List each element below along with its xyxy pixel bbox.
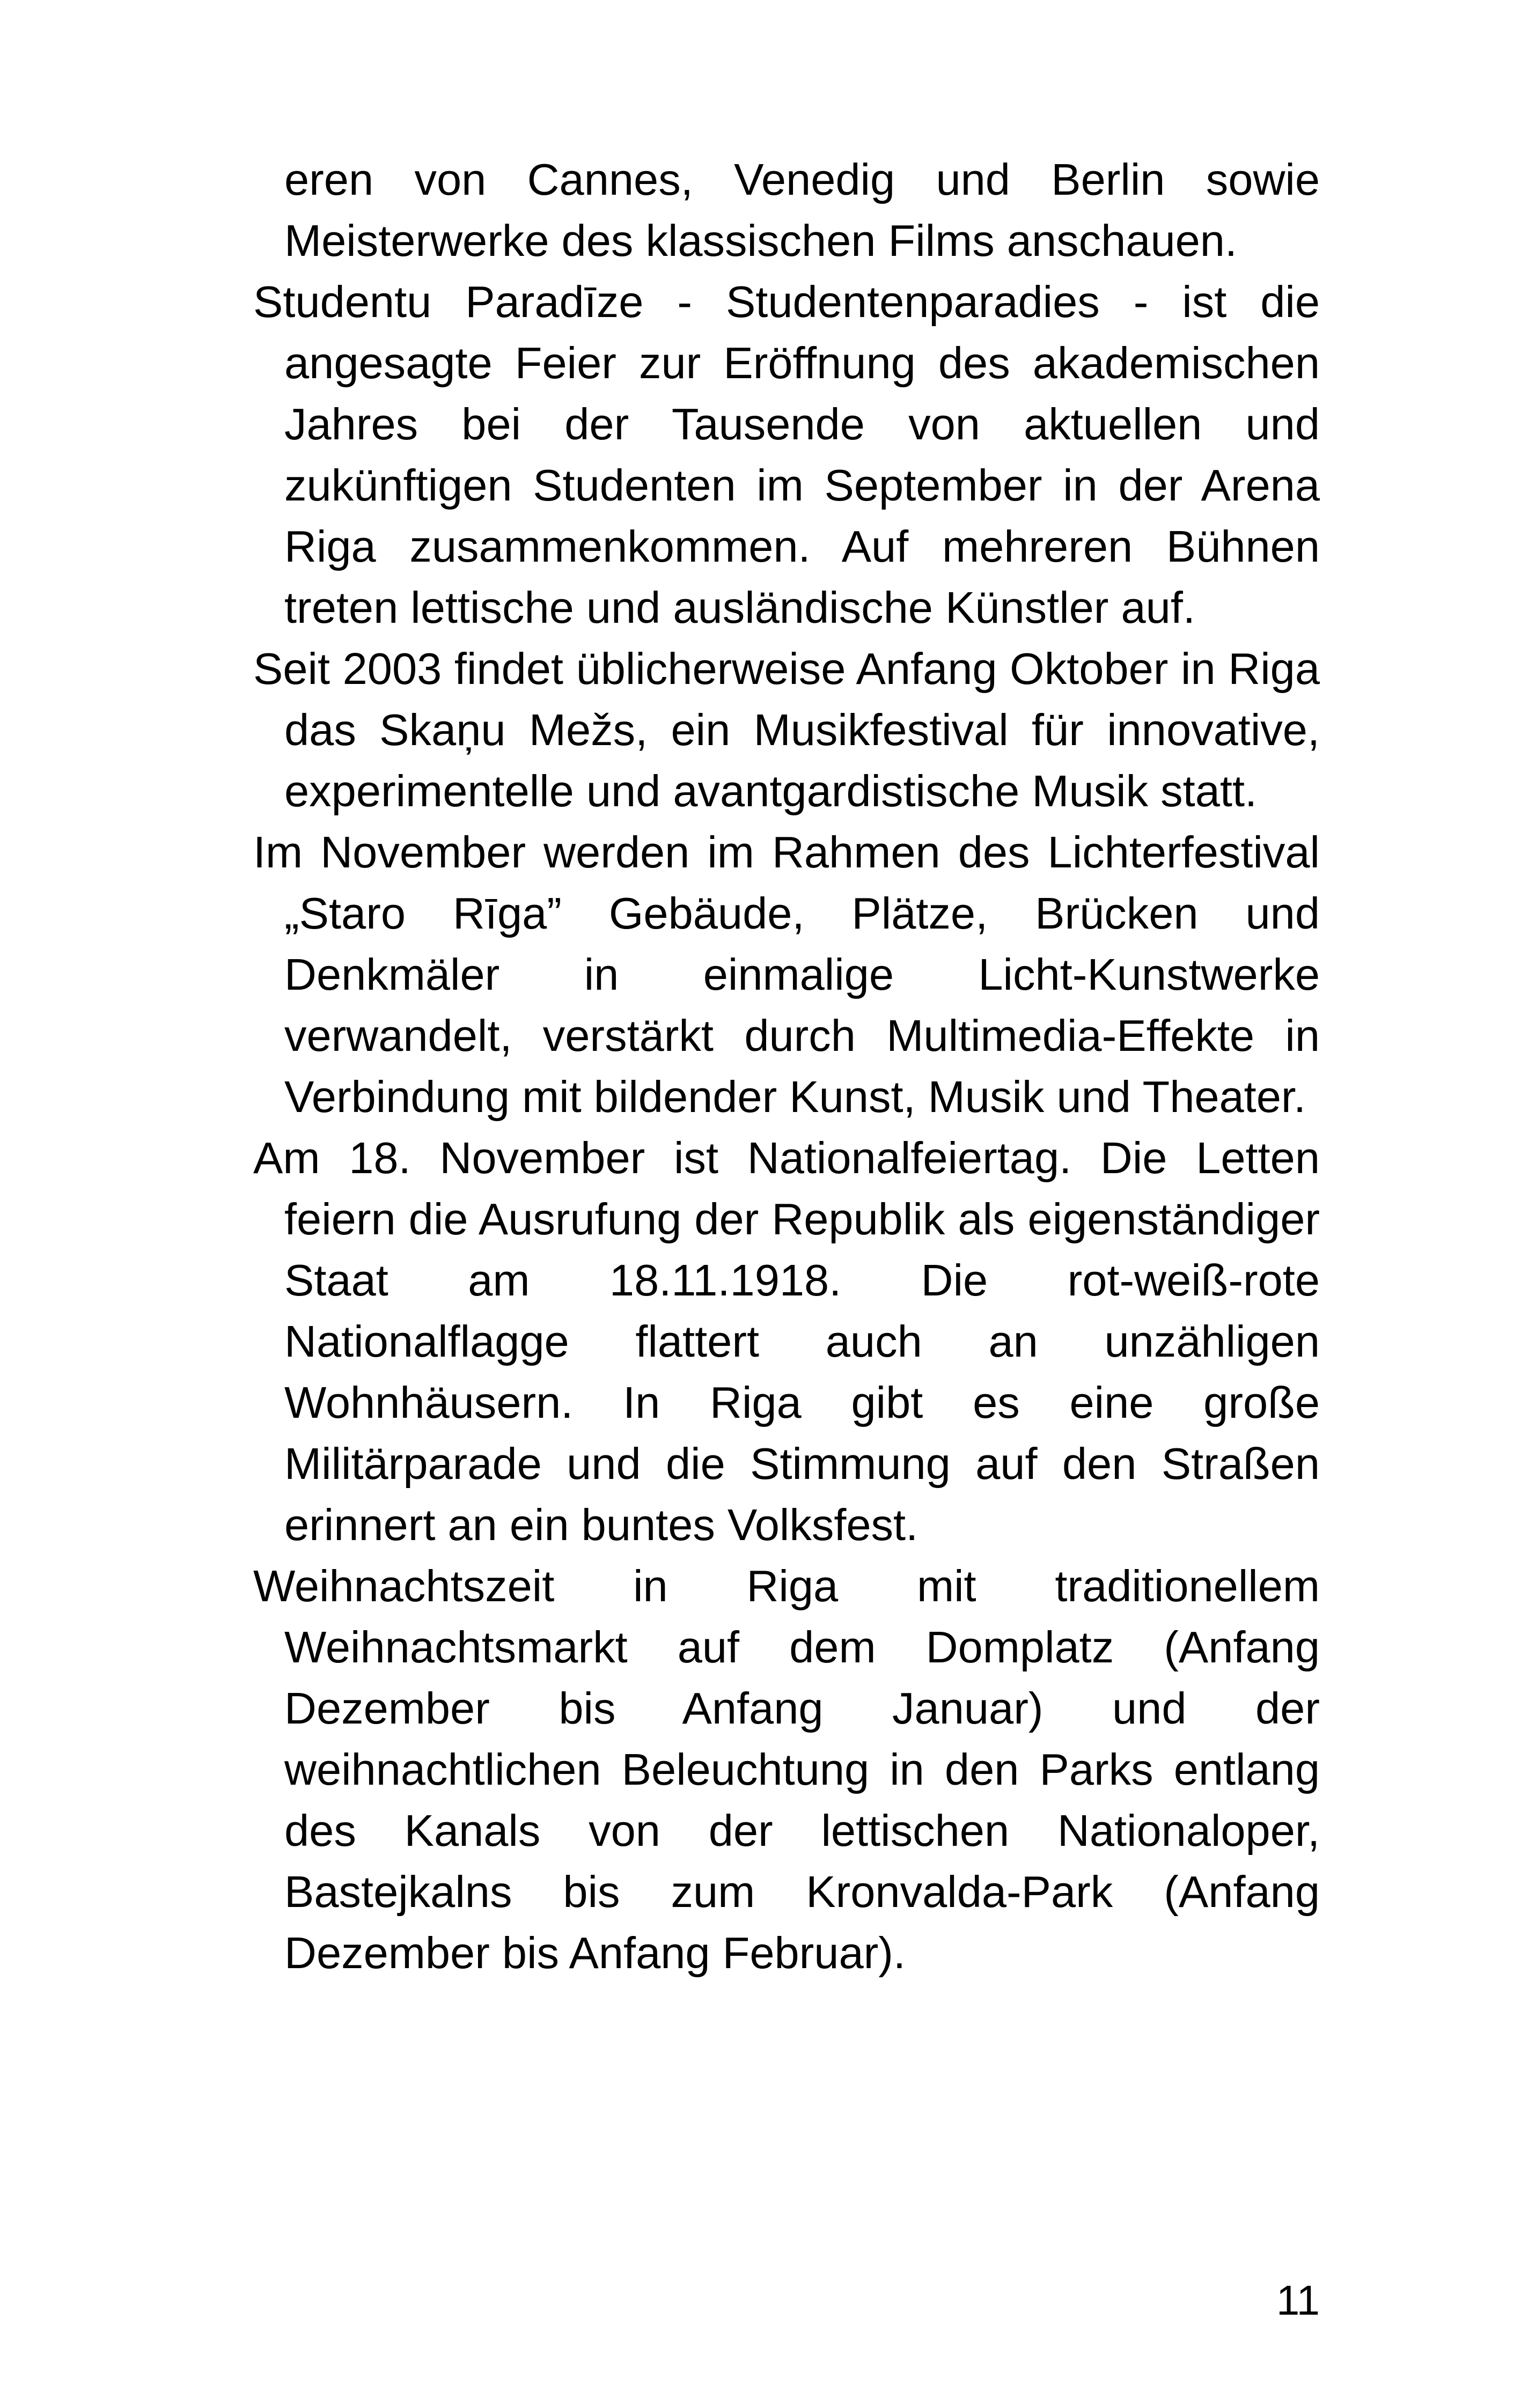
paragraph-skanu-mezs: Seit 2003 findet üblicherweise Anfang Oktober in Riga das Skaņu Mežs, ein Musikfestival für innovative, experimentelle und avantgardistische Musik statt. [253,644,1320,816]
paragraph-weihnachtszeit: Weihnachtszeit in Riga mit traditionellem Weihnachtsmarkt auf dem Domplatz (Anfang Dezember bis Anfang Januar) und der weihnachtlichen Beleuchtung in den Parks entlang des Kanals von der lettischen Nationaloper, Bastejkalns bis zum Kronvalda-Park (Anfang Dezember bis Anfang Februar). [253,1561,1320,1978]
body-text [253,149,1320,1984]
paragraph-nationalfeiertag: Am 18. November ist Nationalfeiertag. Die Letten feiern die Ausrufung der Republik als eigenständiger Staat am 18.11.1918. Die rot-weiß-rote Nationalflagge flattert auch an unzähligen Wohnhäusern. In Riga gibt es eine große Militärparade und die Stimmung auf den Straßen erinnert an ein buntes Volksfest. [253,1133,1320,1550]
paragraph-continuation: eren von Cannes, Venedig und Berlin sowie Meisterwerke des klassischen Films anschauen. [284,154,1320,266]
page-number: 11 [1276,2277,1320,2324]
paragraph-staro-riga: Im November werden im Rahmen des Lichterfestival „Staro Rīga” Gebäude, Plätze, Brücken und Denkmäler in einmalige Licht-Kunstwerke verwandelt, verstärkt durch Multimedia-Effekte in Verbindung mit bildender Kunst, Musik und Theater. [253,827,1320,1122]
paragraph-studentu-paradize: Studentu Paradīze - Studentenparadies - ist die angesagte Feier zur Eröffnung des akademischen Jahres bei der Tausende von aktuellen und zukünftigen Studenten im September in der Arena Riga zusammenkommen. Auf mehreren Bühnen treten lettische und ausländische Künstler auf. [253,277,1320,632]
